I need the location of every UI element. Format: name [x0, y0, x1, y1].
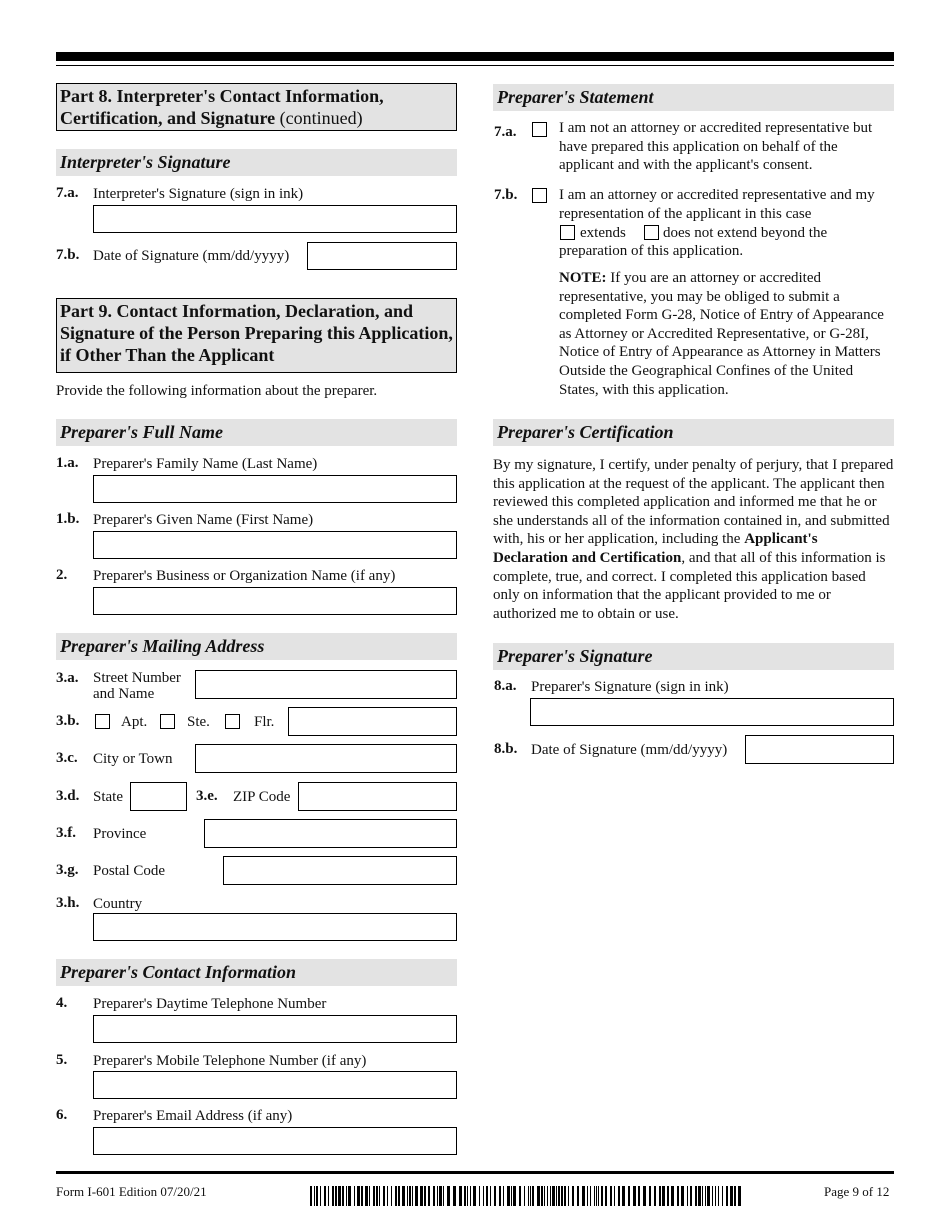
- interpreter-signature-field[interactable]: [93, 205, 457, 233]
- certification-text-bold: Applicant's Declaration and Certification: [493, 531, 818, 566]
- apt-number-field[interactable]: [288, 707, 457, 736]
- q2-number: 2.: [56, 567, 68, 583]
- email-field[interactable]: [93, 1127, 457, 1155]
- part8-title: [56, 83, 457, 131]
- q4-label: Preparer's Daytime Telephone Number: [93, 996, 327, 1012]
- not-extend-label: does not extend beyond the: [663, 225, 828, 241]
- attorney-note: [559, 269, 894, 399]
- q2-label: Preparer's Business or Organization Name (if any): [93, 568, 396, 584]
- preparer-contact-info-heading: Preparer's Contact Information: [56, 959, 457, 986]
- zip-code-field[interactable]: [298, 782, 457, 811]
- q5-label: Preparer's Mobile Telephone Number (if any): [93, 1053, 367, 1069]
- extends-checkbox[interactable]: [560, 225, 575, 240]
- preparer-certification-heading: Preparer's Certification: [493, 419, 894, 446]
- q7a-label: Interpreter's Signature (sign in ink): [93, 186, 304, 202]
- statement-q7a-text: I am not an attorney or accredited representative but have prepared this application on behalf of the applicant and with the applicant's consent.: [559, 120, 873, 174]
- q3b-number: 3.b.: [56, 713, 80, 729]
- q8b-label: Date of Signature (mm/dd/yyyy): [531, 742, 728, 758]
- q3g-label: Postal Code: [93, 863, 166, 879]
- certification-text: [493, 456, 894, 623]
- interpreter-signature-heading: Interpreter's Signature: [56, 149, 457, 176]
- header-rule-thin: [56, 65, 894, 66]
- preparer-signature-heading: Preparer's Signature: [493, 643, 894, 670]
- q3a-label-line1: Street Number: [93, 670, 181, 686]
- preparer-statement-heading: Preparer's Statement: [493, 84, 894, 111]
- q8b-number: 8.b.: [494, 741, 518, 757]
- apt-checkbox[interactable]: [95, 714, 110, 729]
- statement-q7b-text: I am an attorney or accredited representative and my representation of the applicant in this case: [559, 187, 875, 222]
- q1b-number: 1.b.: [56, 511, 80, 527]
- part8-title-continued: (continued): [275, 108, 363, 128]
- q1a-label: Preparer's Family Name (Last Name): [93, 456, 318, 472]
- q3h-label: Country: [93, 896, 143, 912]
- barcode: [310, 1186, 744, 1206]
- flr-checkbox[interactable]: [225, 714, 240, 729]
- q1a-number: 1.a.: [56, 455, 79, 471]
- city-field[interactable]: [195, 744, 457, 773]
- q3d-label: State: [93, 789, 123, 805]
- certification-text-b: , and that all of this information is complete, true, and correct. I completed this application based only on information that the applicant provided to me or authorized me to obtain or use.: [493, 549, 886, 622]
- form-edition: Form I-601 Edition 07/20/21: [56, 1184, 207, 1199]
- q3e-label: ZIP Code: [233, 789, 291, 805]
- q3e-number: 3.e.: [196, 788, 218, 804]
- q3g-number: 3.g.: [56, 862, 79, 878]
- preparer-date-field[interactable]: [745, 735, 894, 764]
- q3a-number: 3.a.: [56, 670, 79, 686]
- q8a-label: Preparer's Signature (sign in ink): [531, 679, 729, 695]
- preparer-mailing-address-heading: Preparer's Mailing Address: [56, 633, 457, 660]
- statement-q7b-tail: preparation of this application.: [559, 243, 744, 259]
- preparer-family-name-field[interactable]: [93, 475, 457, 503]
- preparer-business-name-field[interactable]: [93, 587, 457, 615]
- statement-q7a-number: 7.a.: [494, 124, 517, 140]
- mobile-phone-field[interactable]: [93, 1071, 457, 1099]
- preparer-full-name-heading: Preparer's Full Name: [56, 419, 457, 446]
- note-label: NOTE:: [559, 270, 607, 286]
- apt-label: Apt.: [121, 714, 148, 730]
- daytime-phone-field[interactable]: [93, 1015, 457, 1043]
- province-field[interactable]: [204, 819, 457, 848]
- statement-q7b-number: 7.b.: [494, 187, 518, 203]
- extends-label: extends: [580, 225, 626, 241]
- not-attorney-checkbox[interactable]: [532, 122, 547, 137]
- part8-title-text: Part 8. Interpreter's Contact Information, Certification, and Signature: [60, 86, 384, 128]
- q6-number: 6.: [56, 1107, 68, 1123]
- q8a-number: 8.a.: [494, 678, 517, 694]
- q3f-label: Province: [93, 826, 147, 842]
- preparer-signature-field[interactable]: [530, 698, 894, 726]
- q3f-number: 3.f.: [56, 825, 76, 841]
- ste-checkbox[interactable]: [160, 714, 175, 729]
- street-number-field[interactable]: [195, 670, 457, 699]
- not-extend-checkbox[interactable]: [644, 225, 659, 240]
- q3a-label: [93, 670, 181, 702]
- q3a-label-line2: and Name: [93, 686, 155, 702]
- q5-number: 5.: [56, 1052, 68, 1068]
- note-text: If you are an attorney or accredited representative, you may be obliged to submit a completed Form G-28, Notice of Entry of Appearance as Attorney or Accredited Representative, or G-28I, Notice of Entry of Appearance as Attorney in Matters Outside the Geographical Confines of the United States, with this application.: [559, 270, 884, 398]
- attorney-checkbox[interactable]: [532, 188, 547, 203]
- footer-rule: [56, 1171, 894, 1174]
- interpreter-date-field[interactable]: [307, 242, 457, 270]
- part9-title: Part 9. Contact Information, Declaration, and Signature of the Person Preparing this Application, if Other Than the Applicant: [56, 298, 457, 373]
- q7b-number: 7.b.: [56, 247, 80, 263]
- state-field[interactable]: [130, 782, 187, 811]
- flr-label: Flr.: [254, 714, 275, 730]
- q3c-label: City or Town: [93, 751, 173, 767]
- q1b-label: Preparer's Given Name (First Name): [93, 512, 314, 528]
- header-rule-thick: [56, 52, 894, 61]
- q7b-label: Date of Signature (mm/dd/yyyy): [93, 248, 290, 264]
- q4-number: 4.: [56, 995, 68, 1011]
- certification-text-a: By my signature, I certify, under penalty of perjury, that I prepared this application at the request of the applicant. The applicant then reviewed this completed application and informed me that he or she understands all of the information contained in, and submitted with, his or her application, including the: [493, 457, 894, 548]
- q3d-number: 3.d.: [56, 788, 80, 804]
- country-field[interactable]: [93, 913, 457, 941]
- q3h-number: 3.h.: [56, 895, 80, 911]
- postal-code-field[interactable]: [223, 856, 457, 885]
- part9-intro: Provide the following information about the preparer.: [56, 383, 378, 399]
- q6-label: Preparer's Email Address (if any): [93, 1108, 293, 1124]
- preparer-given-name-field[interactable]: [93, 531, 457, 559]
- q3c-number: 3.c.: [56, 750, 78, 766]
- page-number: Page 9 of 12: [824, 1184, 890, 1199]
- ste-label: Ste.: [187, 714, 210, 730]
- q7a-number: 7.a.: [56, 185, 79, 201]
